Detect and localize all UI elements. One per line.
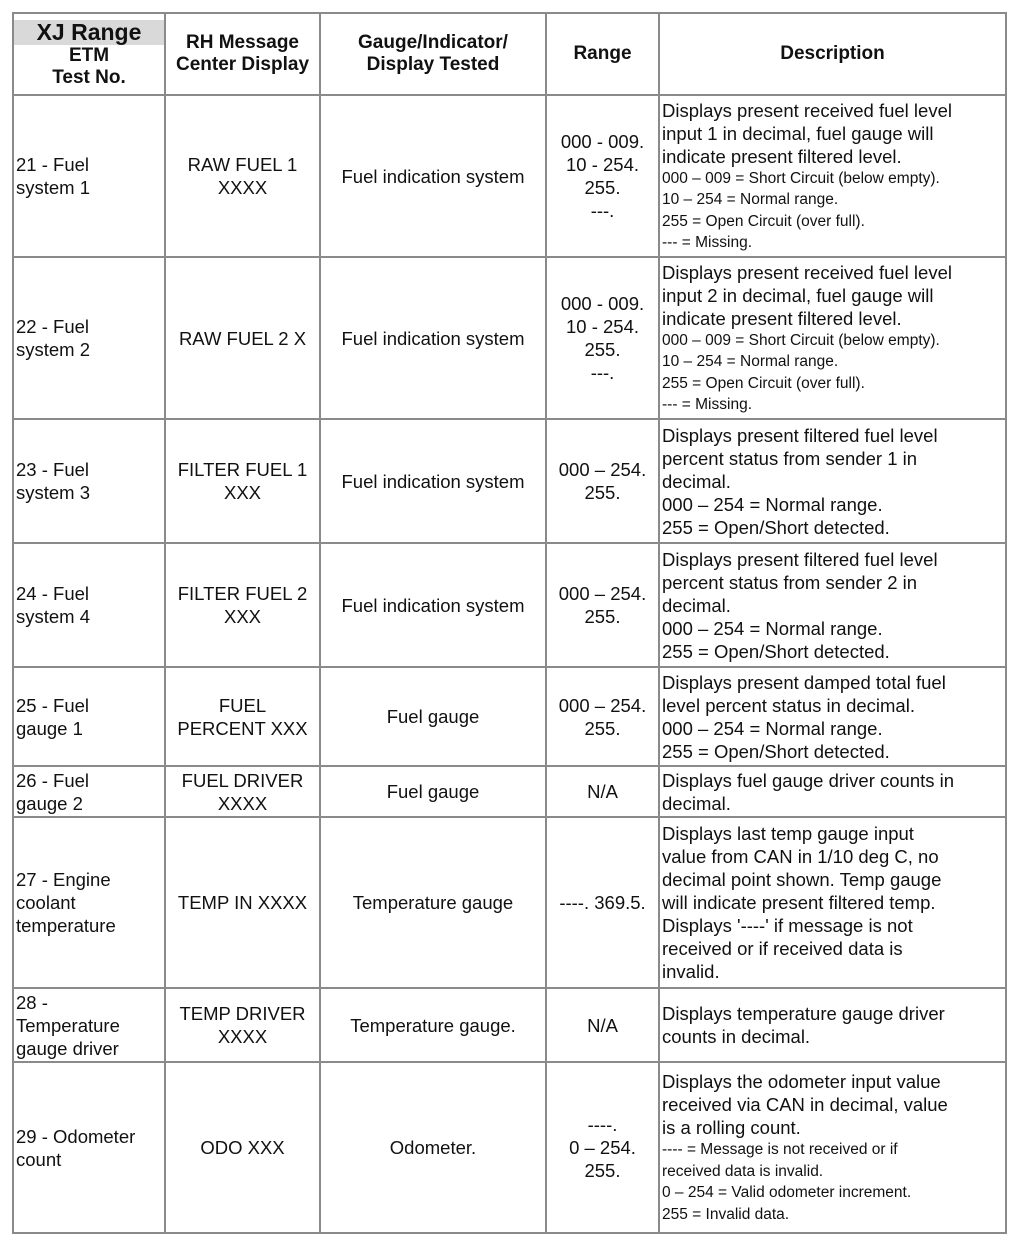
cell-description: Displays fuel gauge driver counts in decimal. [659, 766, 1006, 817]
cell-test-no: 23 - Fuel system 3 [13, 419, 165, 543]
etm-test-table [12, 12, 1007, 1234]
cell-description: Displays present damped total fuel level percent status in decimal. 000 – 254 = Normal range. 255 = Open/Short detected. [659, 667, 1006, 766]
cell-message-display: FILTER FUEL 1 XXX [165, 419, 320, 543]
cell-test-no: 25 - Fuel gauge 1 [13, 667, 165, 766]
cell-test-no: 21 - Fuel system 1 [13, 95, 165, 257]
cell-test-no: 27 - Engine coolant temperature [13, 817, 165, 988]
cell-range: N/A [546, 988, 659, 1062]
cell-message-display: RAW FUEL 2 X [165, 257, 320, 419]
cell-message-display: FUEL PERCENT XXX [165, 667, 320, 766]
cell-description: Displays present filtered fuel level percent status from sender 2 in decimal. 000 – 254 = Normal range. 255 = Open/Short detected. [659, 543, 1006, 667]
cell-description: Displays present received fuel level input 1 in decimal, fuel gauge will indicate present filtered level. 000 – 009 = Short Circuit (below empty). 10 – 254 = Normal range. 255 = Open Circuit (over full). --- = Missing. [659, 95, 1006, 257]
document-page [12, 12, 1005, 1234]
table-row [13, 419, 1006, 543]
cell-gauge: Fuel indication system [320, 257, 546, 419]
cell-gauge: Fuel gauge [320, 667, 546, 766]
cell-range: ----. 369.5. [546, 817, 659, 988]
cell-message-display: TEMP IN XXXX [165, 817, 320, 988]
table-row [13, 766, 1006, 817]
header-description: Description [659, 13, 1006, 95]
table-row [13, 667, 1006, 766]
header-row [13, 13, 1006, 95]
cell-test-no: 26 - Fuel gauge 2 [13, 766, 165, 817]
cell-description: Displays present filtered fuel level percent status from sender 1 in decimal. 000 – 254 = Normal range. 255 = Open/Short detected. [659, 419, 1006, 543]
range-title: XJ Range [14, 20, 164, 45]
cell-description: Displays present received fuel level input 2 in decimal, fuel gauge will indicate present filtered level. 000 – 009 = Short Circuit (below empty). 10 – 254 = Normal range. 255 = Open Circuit (over full). --- = Missing. [659, 257, 1006, 419]
table-row [13, 95, 1006, 257]
cell-description: Displays the odometer input value received via CAN in decimal, value is a rolling count. ---- = Message is not received or if received data is invalid. 0 – 254 = Valid odometer increment. 255 = Invalid data. [659, 1062, 1006, 1233]
cell-test-no: 24 - Fuel system 4 [13, 543, 165, 667]
table-row [13, 1062, 1006, 1233]
cell-message-display: ODO XXX [165, 1062, 320, 1233]
cell-test-no: 29 - Odometer count [13, 1062, 165, 1233]
cell-message-display: FUEL DRIVER XXXX [165, 766, 320, 817]
cell-range: 000 – 254. 255. [546, 667, 659, 766]
header-range: Range [546, 13, 659, 95]
cell-gauge: Fuel indication system [320, 95, 546, 257]
cell-range: 000 - 009. 10 - 254. 255. ---. [546, 95, 659, 257]
header-gauge: Gauge/Indicator/ Display Tested [320, 13, 546, 95]
cell-description: Displays temperature gauge driver counts in decimal. [659, 988, 1006, 1062]
cell-range: 000 – 254. 255. [546, 419, 659, 543]
cell-range: N/A [546, 766, 659, 817]
cell-gauge: Temperature gauge [320, 817, 546, 988]
cell-gauge: Temperature gauge. [320, 988, 546, 1062]
cell-message-display: FILTER FUEL 2 XXX [165, 543, 320, 667]
cell-test-no: 28 - Temperature gauge driver [13, 988, 165, 1062]
table-row [13, 543, 1006, 667]
table-row [13, 817, 1006, 988]
table-row [13, 257, 1006, 419]
cell-range: ----. 0 – 254. 255. [546, 1062, 659, 1233]
cell-description: Displays last temp gauge input value from CAN in 1/10 deg C, no decimal point shown. Temp gauge will indicate present filtered temp. Displays '----' if message is not received or if received data is invalid. [659, 817, 1006, 988]
cell-gauge: Fuel indication system [320, 419, 546, 543]
cell-test-no: 22 - Fuel system 2 [13, 257, 165, 419]
cell-gauge: Odometer. [320, 1062, 546, 1233]
cell-message-display: TEMP DRIVER XXXX [165, 988, 320, 1062]
cell-range: 000 - 009. 10 - 254. 255. ---. [546, 257, 659, 419]
cell-range: 000 – 254. 255. [546, 543, 659, 667]
header-test-no: XJ Range ETM Test No. [13, 13, 165, 95]
header-message-display: RH Message Center Display [165, 13, 320, 95]
cell-message-display: RAW FUEL 1 XXXX [165, 95, 320, 257]
cell-gauge: Fuel indication system [320, 543, 546, 667]
table-row [13, 988, 1006, 1062]
table-body [13, 95, 1006, 1233]
cell-gauge: Fuel gauge [320, 766, 546, 817]
